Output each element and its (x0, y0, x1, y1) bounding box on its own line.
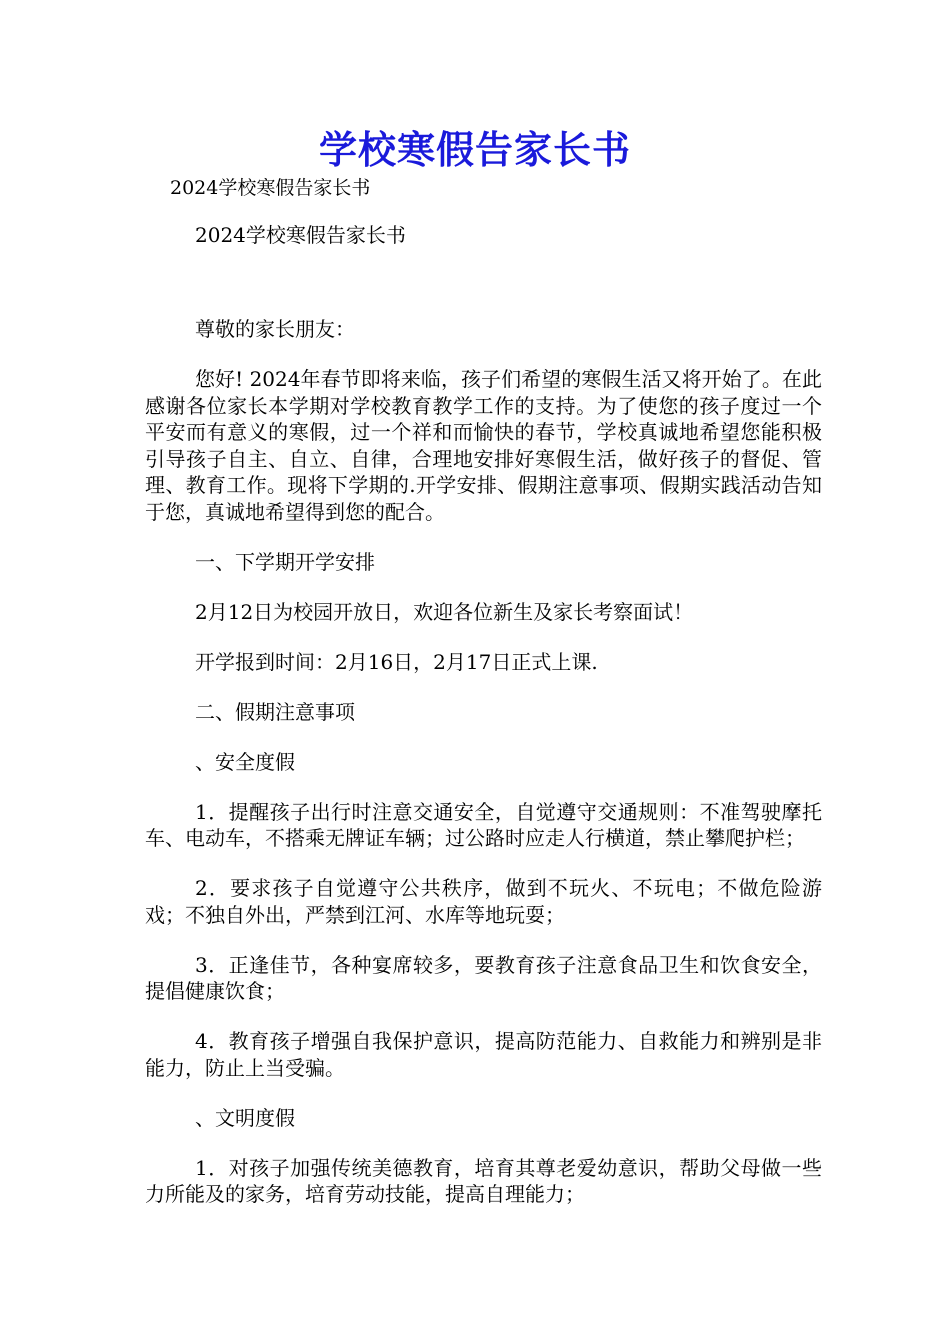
section-heading: 二、假期注意事项 (195, 699, 355, 724)
body-heading-line: 2024学校寒假告家长书 (195, 223, 406, 247)
subsection-heading: 、安全度假 (195, 749, 295, 774)
document-title: 学校寒假告家长书 (318, 127, 631, 172)
subsection-heading: 、文明度假 (195, 1105, 295, 1130)
paragraph: 开学报到时间：2月16日，2月17日正式上课. (195, 649, 598, 674)
paragraph: 2月12日为校园开放日，欢迎各位新生及家长考察面试！ (195, 599, 694, 624)
document-subtitle: 2024学校寒假告家长书 (170, 177, 371, 199)
list-item: 2．要求孩子自觉遵守公共秩序，做到不玩火、不玩电；不做危险游戏；不独自外出，严禁到江河、水库等地玩耍； (145, 876, 822, 927)
blank-line (145, 272, 822, 316)
document-body (145, 222, 822, 1231)
list-item: 3．正逢佳节，各种宴席较多，要教育孩子注意食品卫生和饮食安全，提倡健康饮食； (145, 952, 822, 1003)
list-item: 1．提醒孩子出行时注意交通安全，自觉遵守交通规则：不准驾驶摩托车、电动车，不搭乘无牌证车辆；过公路时应走人行横道，禁止攀爬护栏； (145, 799, 822, 850)
list-item: 1．对孩子加强传统美德教育，培育其尊老爱幼意识，帮助父母做一些力所能及的家务，培育劳动技能，提高自理能力； (145, 1155, 822, 1206)
intro-paragraph: 您好! 2024年春节即将来临，孩子们希望的寒假生活又将开始了。在此感谢各位家长本学期对学校教育教学工作的支持。为了使您的孩子度过一个平安而有意义的寒假，过一个祥和而愉快的春节，学校真诚地希望您能积极引导孩子自主、自立、自律，合理地安排好寒假生活，做好孩子的督促、管理、教育工作。现将下学期的.开学安排、假期注意事项、假期实践活动告知于您，真诚地希望得到您的配合。 (145, 367, 822, 524)
salutation: 尊敬的家长朋友： (195, 317, 355, 341)
section-heading: 一、下学期开学安排 (195, 549, 375, 574)
list-item: 4．教育孩子增强自我保护意识，提高防范能力、自救能力和辨别是非能力，防止上当受骗。 (145, 1029, 822, 1080)
